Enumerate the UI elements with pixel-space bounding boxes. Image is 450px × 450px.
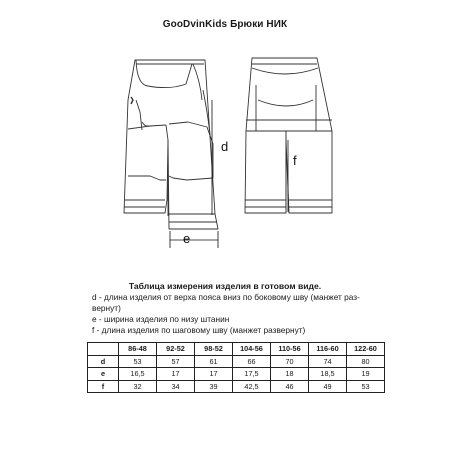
pants-front-view [124,60,218,229]
table-row [88,380,385,393]
table-header-cell: 92-52 [157,343,195,356]
table-cell: 57 [157,355,195,368]
table-cell: 39 [195,380,233,393]
table-cell: 19 [347,368,385,381]
table-cell: 74 [309,355,347,368]
table-caption: Таблица измерения изделия в готовом виде. [128,281,322,291]
table-header-cell: 104-56 [233,343,271,356]
table-cell: 53 [119,355,157,368]
table-cell: 34 [157,380,195,393]
table-row-label: d [88,355,119,368]
table-header-cell: 116-60 [309,343,347,356]
page-title: GooDvinKids Брюки НИК [162,19,288,30]
dimension-label-d: d [221,139,229,154]
table-cell: 66 [233,355,271,368]
table-row [88,355,385,368]
table-row [88,368,385,381]
table-cell: 70 [271,355,309,368]
table-cell: 18,5 [309,368,347,381]
measurement-legend [92,292,392,336]
legend-line: вернут) [92,303,121,313]
table-header-row [88,343,385,356]
table-cell: 42,5 [233,380,271,393]
table-cell: 53 [347,380,385,393]
table-header-cell: 122-60 [347,343,385,356]
dimension-label-e: e [183,231,191,246]
table-cell: 61 [195,355,233,368]
table-cell: 17,5 [233,368,271,381]
table-cell: 49 [309,380,347,393]
table-cell: 32 [119,380,157,393]
dimension-label-f: f [293,153,297,168]
legend-line: f - длина изделия по шаговому шву (манжет развернут) [92,325,306,335]
pants-back-view [245,58,332,213]
table-cell: 17 [157,368,195,381]
table-header-cell: 110-56 [271,343,309,356]
table-header-cell: 86-48 [119,343,157,356]
table-cell: 16,5 [119,368,157,381]
table-row-label: e [88,368,119,381]
legend-line: e - ширина изделия по низу штанин [92,314,230,324]
legend-line: d - длина изделия от верха пояса вниз по боковому шву (манжет раз- [92,292,360,302]
table-header-cell: 98-52 [195,343,233,356]
table-cell: 46 [271,380,309,393]
size-table [87,342,385,393]
table-row-label: f [88,380,119,393]
table-cell: 18 [271,368,309,381]
table-cell: 17 [195,368,233,381]
table-cell: 80 [347,355,385,368]
table-header-cell [88,343,119,356]
